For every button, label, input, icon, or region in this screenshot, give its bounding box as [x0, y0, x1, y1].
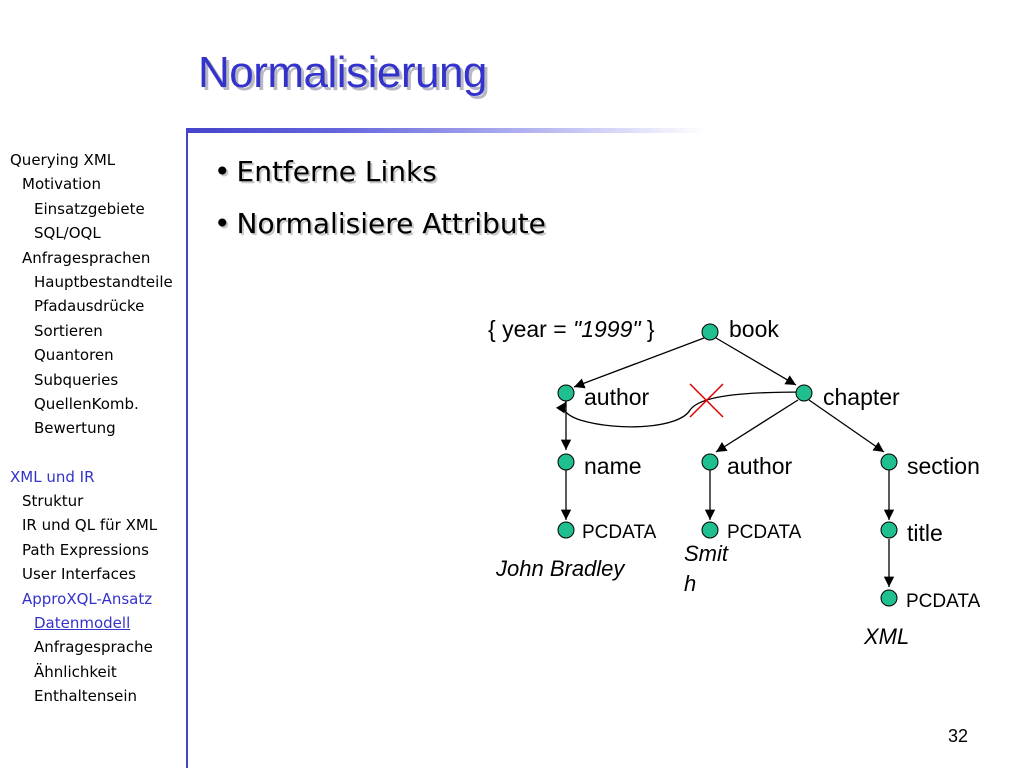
- page-number: 32: [948, 726, 969, 746]
- label-title: title: [907, 520, 943, 546]
- node-section: [881, 454, 897, 470]
- outline-item-pfadausdruecke[interactable]: Pfadausdrücke: [34, 297, 145, 316]
- outline-item-quellenkomb[interactable]: QuellenKomb.: [34, 394, 139, 413]
- outline-item-anfragesprachen[interactable]: Anfragesprachen: [22, 248, 151, 267]
- outline-item-bewertung[interactable]: Bewertung: [34, 419, 116, 438]
- node-pcdata: [558, 522, 574, 538]
- bullet-marker: •: [214, 207, 231, 240]
- bullet-text: Normalisiere Attribute: [236, 207, 546, 240]
- label-author: author: [584, 384, 650, 410]
- label-pcdata: PCDATA: [582, 522, 657, 543]
- label-author: author: [727, 453, 793, 479]
- outline-item-aehnlichkeit[interactable]: Ähnlichkeit: [34, 662, 117, 681]
- attribute-prefix: { year =: [488, 316, 574, 342]
- outline-item-sql-oql[interactable]: SQL/OQL: [34, 224, 101, 243]
- outline-item-hauptbestandteile[interactable]: Hauptbestandteile: [34, 272, 173, 291]
- value-xml: XML: [864, 624, 910, 649]
- outline-item-path-expressions[interactable]: Path Expressions: [22, 540, 149, 559]
- node-chapter: [796, 385, 812, 401]
- label-section: section: [907, 453, 980, 479]
- node-title: [881, 522, 897, 538]
- outline-item-subqueries[interactable]: Subqueries: [34, 370, 119, 389]
- outline-item-xml-und-ir[interactable]: XML und IR: [10, 467, 95, 486]
- node-name: [558, 454, 574, 470]
- outline-item-motivation[interactable]: Motivation: [22, 175, 101, 194]
- outline-item-einsatzgebiete[interactable]: Einsatzgebiete: [34, 199, 145, 218]
- outline-item-struktur[interactable]: Struktur: [22, 492, 84, 511]
- outline-current-label[interactable]: Datenmodell: [34, 614, 131, 633]
- node-pcdata: [881, 590, 897, 606]
- bullet-marker: •: [214, 155, 231, 188]
- value-smith-line2: h: [684, 571, 697, 596]
- label-chapter: chapter: [823, 384, 900, 410]
- outline-item-enthaltensein[interactable]: Enthaltensein: [34, 687, 138, 706]
- outline-item-ir-und-ql[interactable]: IR und QL für XML: [22, 516, 158, 535]
- outline-item-querying-xml[interactable]: Querying XML: [10, 151, 116, 169]
- attribute-suffix: }: [640, 316, 655, 342]
- value-john-bradley: John Bradley: [496, 556, 625, 581]
- attribute-annotation: [488, 316, 655, 342]
- outline-item-quantoren[interactable]: Quantoren: [34, 346, 114, 365]
- label-pcdata: PCDATA: [727, 522, 802, 543]
- value-smith-line1: Smit: [684, 541, 728, 566]
- outline-item-anfragesprache[interactable]: Anfragesprache: [34, 638, 153, 657]
- outline-item-sortieren[interactable]: Sortieren: [34, 321, 103, 340]
- label-pcdata: PCDATA: [906, 591, 981, 612]
- bullet-text: Entferne Links: [236, 155, 437, 188]
- node-author: [702, 454, 718, 470]
- label-book: book: [729, 316, 779, 342]
- removed-link-cross: [690, 384, 723, 417]
- node-pcdata: [702, 522, 718, 538]
- node-author: [558, 385, 574, 401]
- outline-item-approxql[interactable]: ApproXQL-Ansatz: [22, 589, 153, 608]
- edge-book-author: [574, 338, 704, 387]
- edge-book-chapter: [716, 338, 796, 385]
- outline-item-user-interfaces[interactable]: User Interfaces: [22, 565, 136, 584]
- slide-title: Normalisierung: [198, 48, 487, 97]
- attribute-value: "1999": [573, 316, 641, 342]
- edge-chapter-author: [716, 400, 798, 452]
- node-book: [702, 324, 718, 340]
- label-name: name: [584, 453, 642, 479]
